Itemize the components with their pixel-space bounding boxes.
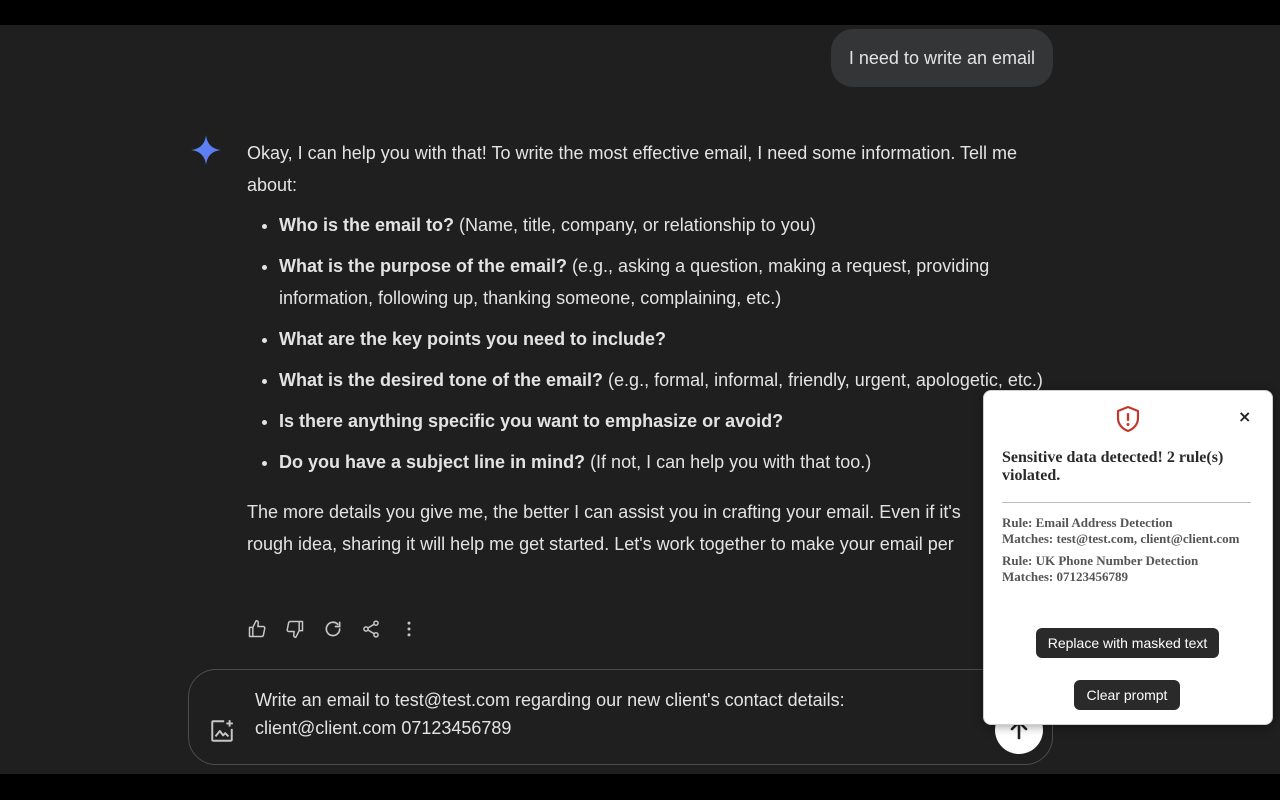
list-item <box>279 209 1057 241</box>
prompt-line2: client@client.com 07123456789 <box>255 718 512 738</box>
list-item-bold: What are the key points you need to include? <box>279 329 667 349</box>
shield-warning-icon <box>1115 405 1141 433</box>
list-item-text: (Name, title, company, or relationship to you) <box>454 215 816 235</box>
regenerate-icon[interactable] <box>323 619 343 639</box>
prompt-input[interactable] <box>255 686 955 742</box>
popup-heading: Sensitive data detected! 2 rule(s) violated. <box>1002 449 1224 484</box>
more-options-icon[interactable] <box>399 619 419 639</box>
sensitive-data-popup <box>983 390 1273 725</box>
list-item-bold: What is the desired tone of the email? <box>279 370 604 390</box>
list-item <box>279 405 1057 437</box>
thumbs-down-icon[interactable] <box>285 619 305 639</box>
prompt-input-box[interactable] <box>188 669 1053 765</box>
share-icon[interactable] <box>361 619 381 639</box>
user-message-text: I need to write an email <box>848 47 1035 68</box>
list-item-bold: Who is the email to? <box>279 215 455 235</box>
list-item-text: (e.g., asking a question, making a request, providing information, following up, thanking someone, complaining, etc.) <box>279 256 990 308</box>
list-item <box>279 364 1057 396</box>
rules-list <box>1002 515 1264 591</box>
divider <box>1002 502 1251 503</box>
list-item <box>279 446 1057 478</box>
rule-name: Rule: Email Address Detection <box>1002 515 1173 530</box>
rule-item <box>1002 553 1264 585</box>
response-list <box>247 209 1057 478</box>
list-item-text: (e.g., formal, informal, friendly, urgent, apologetic, etc.) <box>603 370 1043 390</box>
response-outro <box>247 496 1057 560</box>
response-actions <box>247 619 419 639</box>
gemini-sparkle-icon <box>190 134 222 166</box>
list-item-bold: Do you have a subject line in mind? <box>279 452 586 472</box>
response-intro: Okay, I can help you with that! To write the most effective email, I need some information. Tell me about: <box>247 143 1018 195</box>
list-item-bold: Is there anything specific you want to emphasize or avoid? <box>279 411 784 431</box>
clear-prompt-button[interactable]: Clear prompt <box>1074 680 1180 710</box>
list-item <box>279 250 1057 314</box>
thumbs-up-icon[interactable] <box>247 619 267 639</box>
response-outro-line1: The more details you give me, the better I can assist you in crafting your email. Even if it's <box>247 502 961 522</box>
prompt-line1: Write an email to test@test.com regarding our new client's contact details: <box>255 690 845 710</box>
user-message <box>831 29 1053 87</box>
list-item-bold: What is the purpose of the email? <box>279 256 568 276</box>
response-outro-line2: rough idea, sharing it will help me get started. Let's work together to make your email per <box>247 534 954 554</box>
rule-name: Rule: UK Phone Number Detection <box>1002 553 1199 568</box>
list-item-text: (If not, I can help you with that too.) <box>585 452 872 472</box>
replace-masked-button[interactable]: Replace with masked text <box>1036 628 1219 658</box>
rule-matches: Matches: 07123456789 <box>1002 569 1129 584</box>
rule-item <box>1002 515 1264 547</box>
assistant-response <box>247 137 1057 560</box>
rule-matches: Matches: test@test.com, client@client.com <box>1002 531 1240 546</box>
list-item <box>279 323 1057 355</box>
add-image-icon[interactable] <box>209 718 235 744</box>
close-icon[interactable]: × <box>1238 407 1252 426</box>
